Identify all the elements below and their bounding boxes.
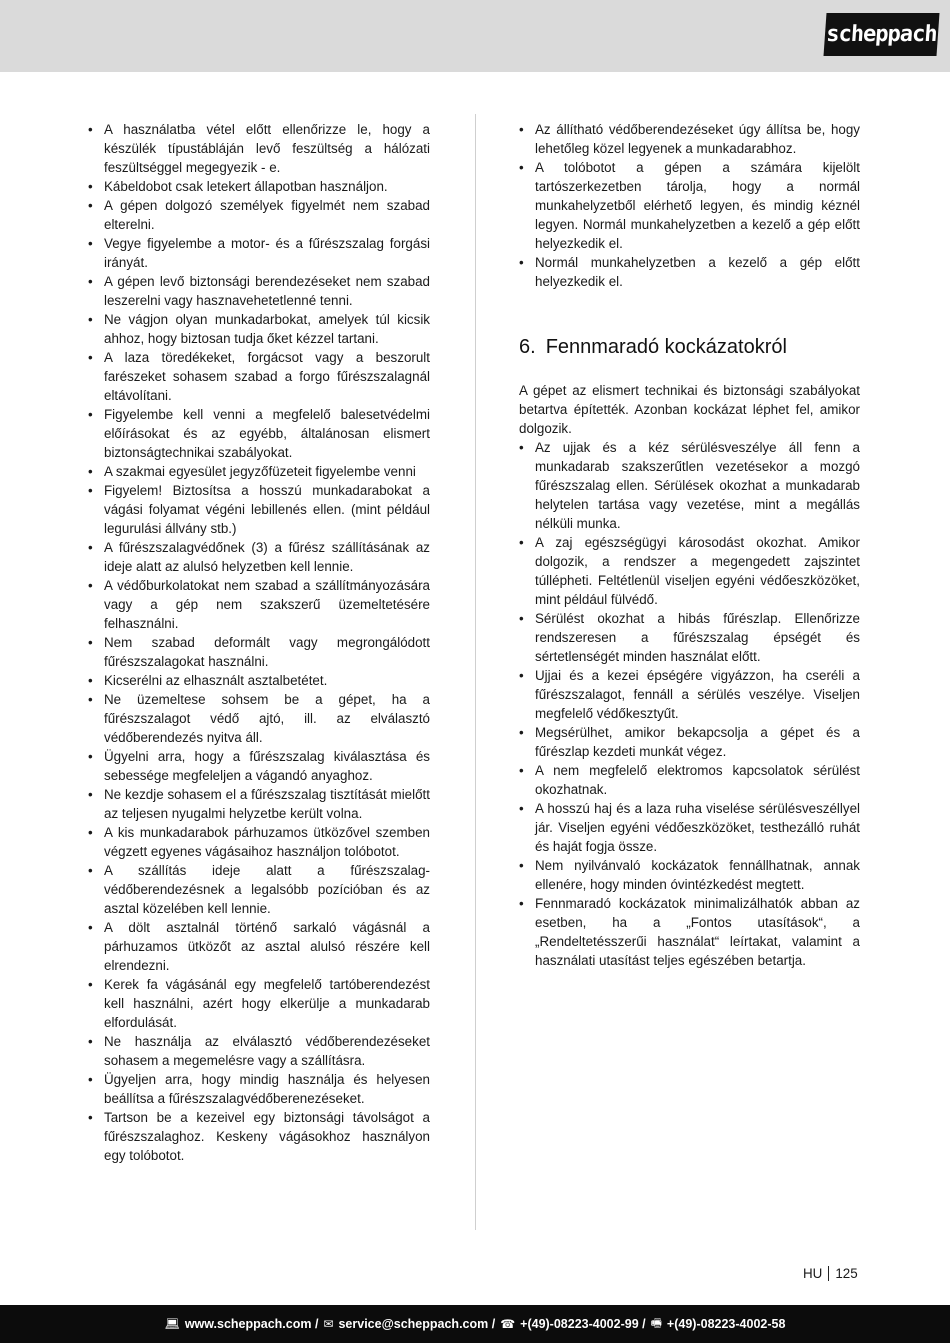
mail-icon: ✉ — [323, 1317, 334, 1331]
list-item: • Az állítható védőberendezéseket úgy állítsa be, hogy lehetőleg közel legyenek a munkadarabhoz. — [519, 120, 860, 158]
footer-contact-bar — [0, 1305, 950, 1343]
list-item: • Kábeldobot csak letekert állapotban használjon. — [88, 177, 430, 196]
section-heading — [519, 335, 860, 359]
list-item: • A használatba vétel előtt ellenőrizze le, hogy a készülék típustábláján levő feszültség a hálózati feszültséggel megegyezik - e. — [88, 120, 430, 177]
section-number: 6. — [519, 336, 536, 358]
list-item: • Nem szabad deformált vagy megrongálódott fűrészszalagokat használni. — [88, 633, 430, 671]
list-item: • A laza töredékeket, forgácsot vagy a beszorult farészeket sohasem szabad a forgo fűrészszalagnál eltávolítani. — [88, 348, 430, 405]
brand-logo — [823, 13, 939, 56]
list-item: • A kis munkadarabok párhuzamos ütközővel szemben végzett egyenes vágásaihoz használjon tolóbotot. — [88, 823, 430, 861]
page-number-label — [803, 1266, 858, 1281]
list-item: • Ne használja az elválasztó védőberendezéseket sohasem a megemelésre vagy a szállításra. — [88, 1032, 430, 1070]
list-item: • Ne kezdje sohasem el a fűrészszalag tisztítását mielőtt az teljesen nyugalmi helyzetbe került volna. — [88, 785, 430, 823]
list-item: • A szállítás ideje alatt a fűrészszalag-védőberendezésnek a legalsóbb pozícióban és az asztal közelében kell lennie. — [88, 861, 430, 918]
residual-risks-list — [519, 438, 860, 970]
list-item: • Tartson be a kezeivel egy biztonsági távolságot a fűrészszalaghoz. Keskeny vágásokhoz használyon egy tolóbotot. — [88, 1108, 430, 1165]
list-item: • Figyelembe kell venni a megfelelő balesetvédelmi előírásokat és az egyébb, általánosan elismert biztonságtechnikai szabályokat. — [88, 405, 430, 462]
list-item: • A tolóbotot a gépen a számára kijelölt tartószerkezetben tárolja, hogy a normál munkahelyzetből elérhető legyen, és mindig kéznél legyen. Normál munkahelyzetben a kezelő a gép előtt helyezkedik el. — [519, 158, 860, 253]
safety-instructions-list — [88, 120, 430, 1165]
list-item: • Normál munkahelyzetben a kezelő a gép előtt helyezkedik el. — [519, 253, 860, 291]
list-item: • Kicserélni az elhasznált asztalbetétet. — [88, 671, 430, 690]
computer-icon: 💻︎ — [164, 1317, 180, 1331]
footer-fax: +(49)-08223-4002-58 — [666, 1317, 786, 1331]
page-number: 125 — [835, 1266, 858, 1281]
list-item: • A fűrészszalagvédőnek (3) a fűrész szállításának az ideje alatt az alulsó helyzetben kell lennie. — [88, 538, 430, 576]
list-item: • A gépen dolgozó személyek figyelmét nem szabad elterelni. — [88, 196, 430, 234]
safety-instructions-list-continued — [519, 120, 860, 291]
list-item: • Sérülést okozhat a hibás fűrészlap. Ellenőrizze rendszeresen a fűrészszalag épségét és sértetlenségét minden használat előtt. — [519, 609, 860, 666]
section-intro: A gépet az elismert technikai és biztonsági szabályokat betartva építették. Azonban kockázat léphet fel, amikor dolgozik. — [519, 383, 860, 436]
list-item: • A szakmai egyesület jegyzőfüzeteit figyelembe venni — [88, 462, 430, 481]
phone-icon: ☎ — [500, 1317, 516, 1331]
footer-phone: +(49)-08223-4002-99 / — [520, 1317, 646, 1331]
list-item: • Nem nyilvánvaló kockázatok fennállhatnak, annak ellenére, hogy minden óvintézkedést megtett. — [519, 856, 860, 894]
column-divider — [475, 114, 476, 1230]
fax-icon: 🖷︎ — [650, 1315, 662, 1330]
list-item: • Ne vágjon olyan munkadarbokat, amelyek túl kicsik ahhoz, hogy biztosan tudja őket kézzel tartani. — [88, 310, 430, 348]
list-item: • Fennmaradó kockázatok minimalizálhatók abban az esetben, ha a „Fontos utasítások“, a „Rendeltetésszerűi használat“ leírtakat, valamint a használati utasítást teljes egészében betartja. — [519, 894, 860, 970]
list-item: • A dölt asztalnál történő sarkaló vágásnál a párhuzamos ütközőt az asztal alulsó részére kell elrendezni. — [88, 918, 430, 975]
list-item: • Megsérülhet, amikor bekapcsolja a gépet és a fűrészlap kezdeti munkát végez. — [519, 723, 860, 761]
list-item: • Figyelem! Biztosítsa a hosszú munkadarabokat a vágási folyamat végéni lebillenés ellen. (mint például legurulási állvány stb.) — [88, 481, 430, 538]
list-item: • A zaj egészségügyi károsodást okozhat. Amikor dolgozik, a rendszer a megengedett zajszintet túllépheti. Feltétlenül viseljen egyéni védőeszközöket, mint például fülvédő. — [519, 533, 860, 609]
list-item: • Ujjai és a kezei épségére vigyázzon, ha cseréli a fűrészszalagot, fennáll a sérülés veszélye. Viseljen megfelelő védőkesztyűt. — [519, 666, 860, 723]
list-item: • A gépen levő biztonsági berendezéseket nem szabad leszerelni vagy hasznavehetetlenné tenni. — [88, 272, 430, 310]
list-item: • Az ujjak és a kéz sérülésveszélye áll fenn a munkadarab szakszerűtlen vezetésekor a mozgó fűrészszalag ellen. Sérülések okozhat a munkadarab helytelen tartása vagy vezetése, mint a megállás nélküli munka. — [519, 438, 860, 533]
list-item: • A nem megfelelő elektromos kapcsolatok sérülést okozhatnak. — [519, 761, 860, 799]
list-item: • Vegye figyelembe a motor- és a fűrészszalag forgási irányát. — [88, 234, 430, 272]
page-separator — [828, 1266, 829, 1281]
brand-logo-text: scheppach — [825, 22, 938, 47]
footer-email: service@scheppach.com / — [338, 1317, 496, 1331]
left-column — [88, 120, 430, 1165]
list-item: • A hosszú haj és a laza ruha viselése sérülésveszéllyel jár. Viseljen egyéni védőeszközöket, testhezálló ruhát és haját fogja össze. — [519, 799, 860, 856]
right-column — [519, 120, 860, 970]
header-band — [0, 0, 950, 72]
footer-website: www.scheppach.com / — [184, 1317, 319, 1331]
list-item: • Ügyelni arra, hogy a fűrészszalag kiválasztása és sebessége megfeleljen a vágandó anyaghoz. — [88, 747, 430, 785]
language-code: HU — [803, 1266, 823, 1281]
list-item: • Ügyeljen arra, hogy mindig használja és helyesen beállítsa a fűrészszalagvédőberenezéseket. — [88, 1070, 430, 1108]
section-title: Fennmaradó kockázatokról — [545, 336, 787, 358]
list-item: • A védőburkolatokat nem szabad a szállítmányozására vagy a gép nem szakszerű üzemeltetésére felhasználni. — [88, 576, 430, 633]
list-item: • Kerek fa vágásánál egy megfelelő tartóberendezést kell használni, azért hogy elkerülje a munkadarab elfordulását. — [88, 975, 430, 1032]
list-item: • Ne üzemeltese sohsem be a gépet, ha a fűrészszalagot védő ajtó, ill. az elválasztó védőberendezés nyitva áll. — [88, 690, 430, 747]
